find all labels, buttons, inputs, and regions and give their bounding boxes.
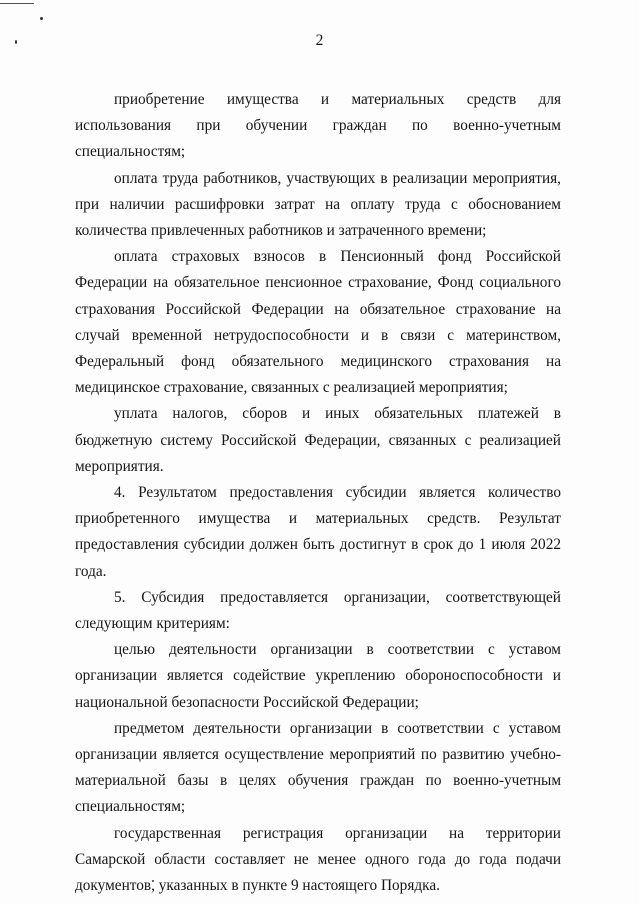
paragraph-criterion-registration: государственная регистрация организации на территории Самарской области составляет не менее одного года до года подачи документов, указанных в пункте 9 настоящего Порядка. — [75, 824, 561, 895]
paragraph-criterion-subject: предметом деятельности организации в соответствии с уставом организации является осуществление мероприятий по развитию учебно-материальной базы в целях обучения граждан по военно-учетным специальностям; — [75, 719, 561, 816]
paragraph-taxes: уплата налогов, сборов и иных обязательных платежей в бюджетную систему Российской Федерации, связанных с реализацией мероприятия. — [75, 405, 561, 475]
paragraph-clause-5-criteria: 5. Субсидия предоставляется организации, соответствующей следующим критериям: — [75, 588, 561, 633]
paragraph-clause-4-result: 4. Результатом предоставления субсидии является количество приобретенного имущества и материальных средств. Результат предоставления субсидии должен быть достигнут в срок до 1 июля 2022 года. — [75, 484, 561, 580]
paragraph-insurance-contributions: оплата страховых взносов в Пенсионный фонд Российской Федерации на обязательное пенсионное страхование, Фонд социального страхования Российской Федерации на обязательное страхование на случай временной нетрудоспособности и в связи с материнством, Федеральный фонд обязательного медицинского страхования на медицинское страхование, связанных с реализацией мероприятия; — [75, 248, 561, 397]
paragraph-property-acquisition: приобретение имущества и материальных средств для использования при обучении граждан по военно-учетным специальностям; — [75, 91, 561, 161]
paragraph-criterion-purpose: целью деятельности организации в соответствии с уставом организации является содействие укреплению обороноспособности и национальной безопасности Российской Федерации; — [75, 641, 561, 711]
page-number: 2 — [315, 32, 324, 49]
paragraph-labor-payment: оплата труда работников, участвующих в реализации мероприятия, при наличии расшифровки затрат на оплату труда с обоснованием количества привлеченных работников и затраченного времени; — [75, 169, 561, 240]
scan-mark-top-left — [0, 3, 34, 4]
scan-speck — [40, 17, 43, 20]
document-body — [75, 87, 561, 899]
